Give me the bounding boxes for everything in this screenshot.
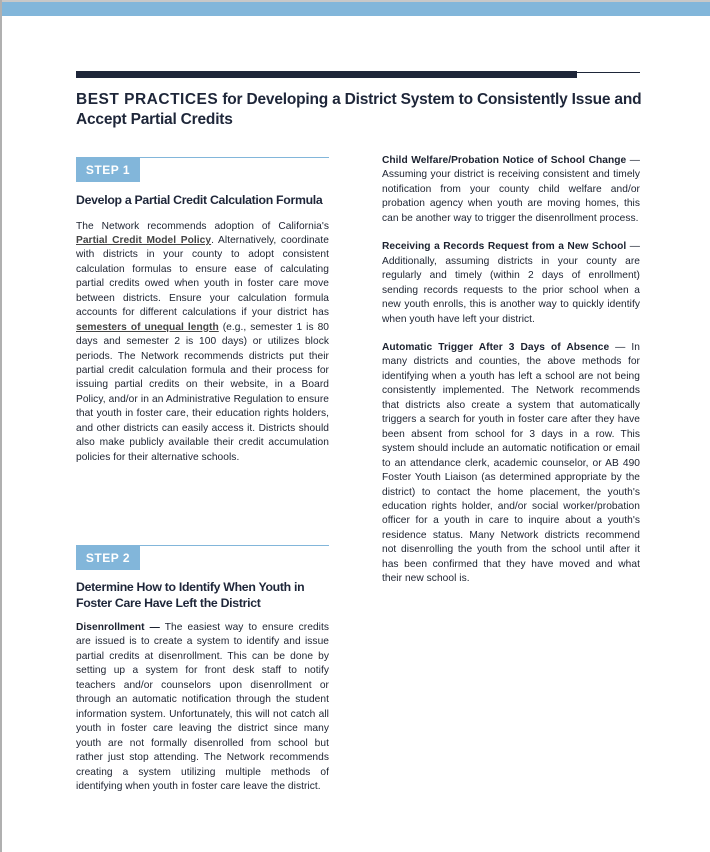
page-header-band — [2, 2, 710, 16]
step-1-text-a: The Network recommends adoption of California's — [76, 220, 329, 232]
window-left-border — [0, 0, 2, 852]
child-welfare-paragraph — [382, 154, 640, 226]
left-column-lower — [76, 545, 329, 794]
step-1-text-c: (e.g., semester 1 is 80 days and semester 2 is 100 days) or utilizes block periods. The Network recommends districts put their partial credit calculation formula and their process for issuing partial credits on their website, in a Board Policy, and/or in an Administrative Regulation to ensure that youth in foster care, their education rights holders, and other districts can easily access it. Districts should also make publicly available their credit accumulation policies for their alternative schools. — [76, 321, 329, 463]
records-request-lead: Receiving a Records Request from a New School — [382, 241, 627, 253]
child-welfare-text: — Assuming your district is receiving consistent and timely notification from your county child welfare and/or probation agency when youth are moving homes, this can be another way to trigger the disenrollment process. — [382, 155, 640, 224]
step-1-section — [76, 157, 329, 465]
step-2-header — [76, 545, 329, 571]
records-request-paragraph — [382, 240, 640, 327]
right-column — [382, 154, 640, 587]
automatic-trigger-lead: Automatic Trigger After 3 Days of Absence — [382, 341, 610, 353]
step-1-text-b: . Alternatively, coordinate with districts in your county to adopt consistent calculation formulas to ensure ease of calculating partial credits owed when youth in foster care move between districts. Ensure your calculation formula accounts for different calculations if your district has — [76, 234, 329, 319]
step-2-heading: Determine How to Identify When Youth in Foster Care Have Left the District — [76, 580, 305, 610]
semesters-unequal-length-link[interactable]: semesters of unequal length — [76, 321, 219, 333]
step-1-header — [76, 157, 329, 183]
left-column — [76, 157, 329, 465]
automatic-trigger-text: — In many districts and counties, the above methods for identifying when a youth has left a school are not being consistently implemented. The Network recommends that districts also create a system that automatically triggers a search for youth in foster care after they have been absent from school for 3 days in a row. This system should include an automatic notification or email to an attendance clerk, academic counselor, or AB 490 Foster Youth Liaison (as determined appropriate by the district) to contact the home placement, the youth's education rights holder, and/or social worker/probation officer for a youth in care to inquire about a youth's residence status. Many Network districts recommend not disenrolling the youth from the school until after it has been confirmed that they have moved and what their new school is. — [382, 341, 640, 585]
records-request-text: — Additionally, assuming districts in your county are regularly and timely (within 2 days of enrollment) sending records requests to the prior school when a new youth enrolls, this is another way to quickly identify when youth have left your district. — [382, 241, 640, 325]
step-1-paragraph — [76, 220, 329, 466]
page-title — [76, 90, 656, 130]
title-emphasis: BEST PRACTICES — [76, 91, 219, 108]
title-rule-thick — [76, 71, 577, 78]
child-welfare-lead: Child Welfare/Probation Notice of School Change — [382, 155, 627, 166]
disenrollment-paragraph — [76, 621, 329, 794]
disenrollment-text: The easiest way to ensure credits are issued is to create a system to identify and issue partial credits at disenrollment. This can be done by setting up a system for front desk staff to notify teachers and/or counselors upon disenrollment or through an automatic notification through the student information system. Unfortunately, this will not catch all youth in foster care leaving the district since many youth are not formally disenrolled from school but rather just stop attending. The Network recommends creating a system utilizing multiple methods of identifying when youth in foster care leave the district. — [76, 622, 329, 792]
step-1-heading: Develop a Partial Credit Calculation Formula — [76, 193, 323, 207]
automatic-trigger-paragraph — [382, 341, 640, 587]
title-rule-thin — [577, 72, 640, 73]
step-2-section — [76, 545, 329, 794]
step-1-badge: STEP 1 — [76, 157, 140, 182]
partial-credit-model-policy-link[interactable]: Partial Credit Model Policy — [76, 234, 212, 246]
disenrollment-lead: Disenrollment — — [76, 622, 160, 633]
title-rest: for Developing a District System to Consistently Issue and Accept Partial Credits — [76, 91, 642, 128]
step-2-badge: STEP 2 — [76, 545, 140, 570]
